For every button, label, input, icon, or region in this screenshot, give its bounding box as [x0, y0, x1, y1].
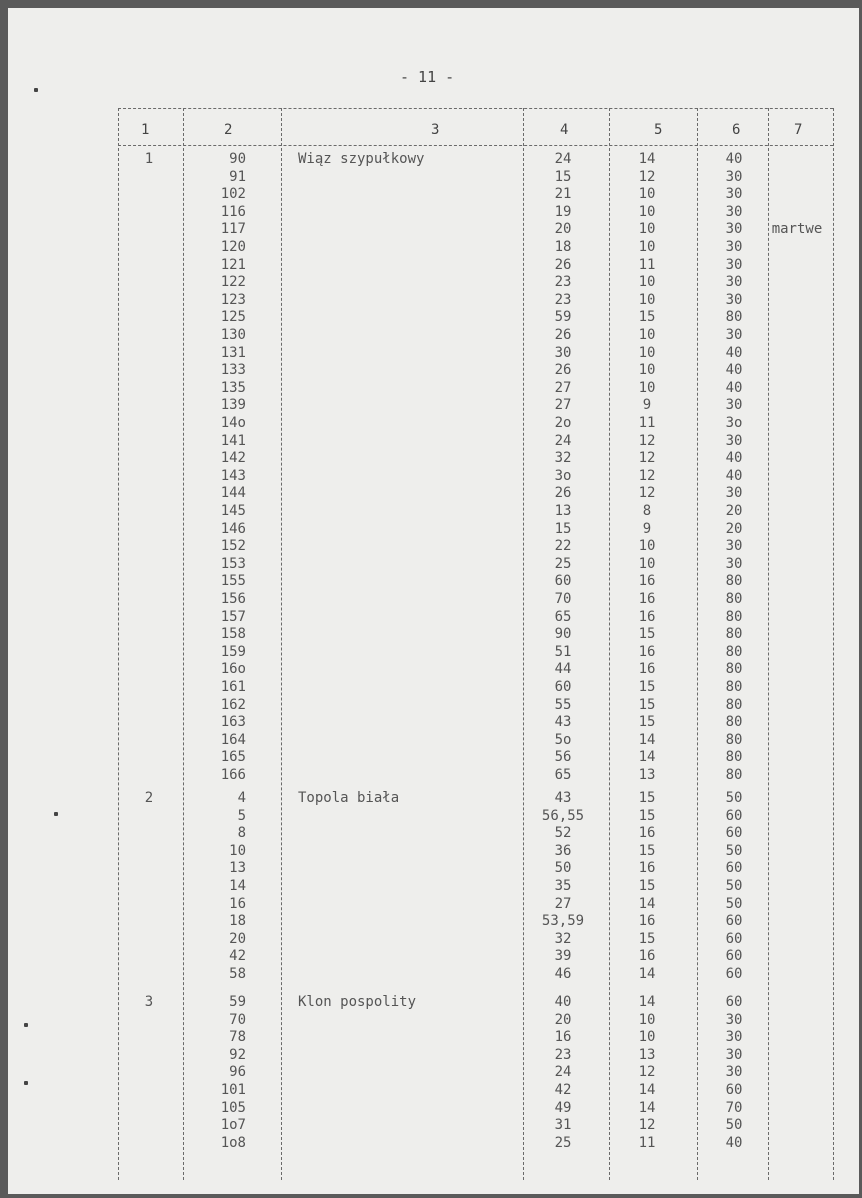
cell-col2: 141 — [220, 432, 246, 449]
column-header: 4 — [560, 122, 569, 138]
cell-col4: 26 — [554, 362, 572, 379]
cell-col2: 58 — [229, 966, 246, 982]
cell-col6: 80 — [725, 661, 743, 678]
cell-col3: Topola biała — [298, 790, 400, 806]
cell-col5: 12 — [638, 1117, 656, 1134]
cell-col2: 157 — [220, 608, 246, 625]
cell-col4: 59 — [554, 309, 572, 326]
cell-col1: 1 — [144, 151, 154, 167]
cell-col5: 12 — [638, 485, 656, 502]
cell-col2: 117 — [220, 221, 246, 238]
cell-col6: 60 — [725, 807, 743, 824]
cell-col6: 30 — [725, 221, 743, 238]
cell-col6: 80 — [725, 573, 743, 590]
cell-col4: 25 — [554, 555, 572, 572]
cell-col6: 80 — [725, 309, 743, 326]
cell-col4: 53,59 — [541, 913, 585, 930]
cell-col6: 80 — [725, 714, 743, 731]
cell-col6: 50 — [725, 895, 743, 912]
column-header: 3 — [431, 122, 440, 138]
cell-col4: 15 — [554, 520, 572, 537]
cell-col4: 32 — [554, 450, 572, 467]
cell-col5: 16 — [638, 913, 656, 930]
cell-col2: 153 — [220, 555, 246, 572]
cell-col5: 10 — [638, 1011, 656, 1028]
cell-col5: 10 — [638, 379, 656, 396]
cell-col3: Wiąz szypułkowy — [298, 151, 425, 167]
cell-col6: 30 — [725, 1011, 743, 1028]
cell-col2: 142 — [220, 450, 246, 467]
cell-col4: 70 — [554, 591, 572, 607]
cell-col5: 14 — [638, 731, 656, 748]
cell-col6: 3o — [725, 415, 743, 431]
cell-col4: 23 — [554, 1046, 572, 1063]
cell-col6: 50 — [725, 1117, 743, 1134]
cell-col4: 26 — [554, 485, 572, 502]
cell-col6: 60 — [725, 860, 743, 877]
cell-col4: 60 — [554, 573, 572, 590]
cell-col4: 50 — [554, 860, 572, 877]
cell-col2: 121 — [220, 256, 246, 273]
cell-col5: 15 — [638, 842, 656, 859]
cell-col2: 5 — [237, 807, 246, 824]
cell-col4: 44 — [554, 661, 572, 678]
cell-col6: 60 — [725, 1082, 743, 1098]
cell-col6: 30 — [725, 538, 743, 555]
cell-col2: 16 — [229, 895, 246, 912]
cell-col5: 15 — [638, 790, 656, 806]
cell-col2: 144 — [220, 485, 246, 502]
cell-col6: 60 — [725, 994, 743, 1010]
cell-col2: 101 — [220, 1082, 246, 1098]
cell-col5: 15 — [638, 309, 656, 326]
cell-col6: 20 — [725, 520, 743, 537]
cell-col7: martwe — [771, 221, 823, 238]
cell-col6: 80 — [725, 767, 743, 783]
cell-col6: 40 — [725, 467, 743, 484]
cell-col5: 15 — [638, 626, 656, 643]
cell-col4: 55 — [554, 696, 572, 713]
column-divider — [183, 108, 184, 1180]
cell-col4: 20 — [554, 1011, 572, 1028]
cell-col4: 24 — [554, 1064, 572, 1081]
cell-col2: 1o8 — [220, 1134, 246, 1151]
cell-col4: 23 — [554, 274, 572, 291]
cell-col5: 16 — [638, 860, 656, 877]
column-header: 7 — [794, 122, 803, 138]
cell-col6: 80 — [725, 643, 743, 660]
cell-col4: 5o — [554, 731, 572, 748]
cell-col5: 12 — [638, 1064, 656, 1081]
cell-col4: 46 — [554, 966, 572, 982]
cell-col4: 27 — [554, 397, 572, 414]
cell-col4: 27 — [554, 379, 572, 396]
cell-col4: 19 — [554, 203, 572, 220]
cell-col2: 130 — [220, 327, 246, 343]
cell-col6: 40 — [725, 151, 743, 167]
cell-col6: 30 — [725, 274, 743, 291]
cell-col5: 12 — [638, 450, 656, 467]
cell-col6: 30 — [725, 432, 743, 449]
cell-col5: 10 — [638, 555, 656, 572]
column-divider — [697, 108, 698, 1180]
cell-col2: 146 — [220, 520, 246, 537]
cell-col2: 10 — [229, 842, 246, 859]
column-divider — [118, 108, 119, 1180]
cell-col2: 92 — [229, 1046, 246, 1063]
cell-col2: 165 — [220, 749, 246, 766]
cell-col2: 90 — [229, 151, 246, 167]
cell-col2: 91 — [229, 168, 246, 185]
cell-col6: 60 — [725, 825, 743, 842]
cell-col5: 15 — [638, 807, 656, 824]
cell-col6: 80 — [725, 749, 743, 766]
cell-col4: 2o — [554, 415, 572, 431]
cell-col2: 135 — [220, 379, 246, 396]
cell-col5: 12 — [638, 432, 656, 449]
cell-col6: 70 — [725, 1099, 743, 1116]
cell-col4: 40 — [554, 994, 572, 1010]
cell-col5: 16 — [638, 825, 656, 842]
cell-col2: 152 — [220, 538, 246, 555]
cell-col6: 30 — [725, 186, 743, 203]
cell-col5: 9 — [642, 397, 652, 414]
cell-col4: 26 — [554, 327, 572, 343]
cell-col5: 14 — [638, 966, 656, 982]
cell-col5: 16 — [638, 948, 656, 965]
cell-col5: 14 — [638, 1099, 656, 1116]
cell-col4: 43 — [554, 790, 572, 806]
cell-col4: 31 — [554, 1117, 572, 1134]
cell-col2: 122 — [220, 274, 246, 291]
cell-col5: 10 — [638, 221, 656, 238]
cell-col2: 13 — [229, 860, 246, 877]
cell-col4: 24 — [554, 432, 572, 449]
cell-col4: 30 — [554, 344, 572, 361]
cell-col5: 15 — [638, 679, 656, 695]
cell-col2: 18 — [229, 913, 246, 930]
cell-col4: 23 — [554, 291, 572, 308]
cell-col4: 65 — [554, 608, 572, 625]
cell-col2: 105 — [220, 1099, 246, 1116]
cell-col5: 10 — [638, 327, 656, 343]
cell-col5: 10 — [638, 538, 656, 555]
cell-col2: 1o7 — [220, 1117, 246, 1134]
cell-col5: 15 — [638, 878, 656, 894]
cell-col4: 27 — [554, 895, 572, 912]
cell-col2: 162 — [220, 696, 246, 713]
cell-col2: 20 — [229, 930, 246, 947]
cell-col6: 30 — [725, 327, 743, 343]
cell-col5: 14 — [638, 151, 656, 167]
cell-col6: 80 — [725, 679, 743, 695]
cell-col5: 10 — [638, 239, 656, 255]
cell-col5: 12 — [638, 168, 656, 185]
cell-col4: 65 — [554, 767, 572, 783]
punch-mark — [24, 1023, 28, 1027]
cell-col6: 80 — [725, 626, 743, 643]
cell-col5: 10 — [638, 1029, 656, 1046]
cell-col6: 80 — [725, 696, 743, 713]
cell-col5: 14 — [638, 895, 656, 912]
cell-col6: 30 — [725, 203, 743, 220]
cell-col6: 30 — [725, 239, 743, 255]
cell-col6: 30 — [725, 485, 743, 502]
cell-col5: 8 — [642, 503, 652, 519]
cell-col2: 96 — [229, 1064, 246, 1081]
column-header: 6 — [732, 122, 741, 138]
cell-col4: 25 — [554, 1134, 572, 1151]
cell-col5: 16 — [638, 661, 656, 678]
column-divider — [768, 108, 769, 1180]
cell-col5: 16 — [638, 608, 656, 625]
cell-col6: 30 — [725, 397, 743, 414]
cell-col2: 145 — [220, 503, 246, 519]
cell-col4: 22 — [554, 538, 572, 555]
cell-col2: 14o — [220, 415, 246, 431]
cell-col5: 14 — [638, 749, 656, 766]
cell-col6: 40 — [725, 362, 743, 379]
cell-col4: 20 — [554, 221, 572, 238]
cell-col3: Klon pospolity — [298, 994, 417, 1010]
cell-col4: 18 — [554, 239, 572, 255]
cell-col6: 30 — [725, 291, 743, 308]
cell-col4: 35 — [554, 878, 572, 894]
cell-col6: 30 — [725, 1029, 743, 1046]
cell-col6: 60 — [725, 913, 743, 930]
cell-col2: 78 — [229, 1029, 246, 1046]
cell-col4: 21 — [554, 186, 572, 203]
cell-col1: 2 — [144, 790, 154, 806]
punch-mark — [54, 812, 58, 816]
cell-col4: 42 — [554, 1082, 572, 1098]
cell-col2: 125 — [220, 309, 246, 326]
cell-col6: 40 — [725, 450, 743, 467]
cell-col5: 16 — [638, 573, 656, 590]
cell-col4: 24 — [554, 151, 572, 167]
cell-col5: 10 — [638, 274, 656, 291]
cell-col2: 163 — [220, 714, 246, 731]
cell-col2: 156 — [220, 591, 246, 607]
cell-col4: 56 — [554, 749, 572, 766]
column-header: 5 — [654, 122, 663, 138]
cell-col6: 60 — [725, 930, 743, 947]
cell-col5: 12 — [638, 467, 656, 484]
cell-col6: 60 — [725, 966, 743, 982]
cell-col6: 80 — [725, 608, 743, 625]
cell-col6: 80 — [725, 591, 743, 607]
cell-col5: 9 — [642, 520, 652, 537]
column-header: 2 — [224, 122, 233, 138]
cell-col6: 50 — [725, 878, 743, 894]
cell-col2: 102 — [220, 186, 246, 203]
cell-col5: 10 — [638, 186, 656, 203]
column-divider — [833, 108, 834, 1180]
cell-col1: 3 — [144, 994, 154, 1010]
cell-col6: 30 — [725, 1064, 743, 1081]
cell-col2: 16o — [220, 661, 246, 678]
cell-col2: 42 — [229, 948, 246, 965]
cell-col2: 164 — [220, 731, 246, 748]
cell-col2: 14 — [229, 878, 246, 894]
cell-col2: 143 — [220, 467, 246, 484]
cell-col4: 39 — [554, 948, 572, 965]
cell-col4: 49 — [554, 1099, 572, 1116]
cell-col2: 116 — [220, 203, 246, 220]
cell-col4: 15 — [554, 168, 572, 185]
cell-col5: 15 — [638, 930, 656, 947]
punch-mark — [34, 88, 38, 92]
cell-col2: 123 — [220, 291, 246, 308]
cell-col5: 10 — [638, 344, 656, 361]
cell-col4: 16 — [554, 1029, 572, 1046]
cell-col5: 11 — [638, 256, 656, 273]
cell-col5: 14 — [638, 994, 656, 1010]
cell-col2: 166 — [220, 767, 246, 783]
cell-col5: 15 — [638, 696, 656, 713]
cell-col4: 51 — [554, 643, 572, 660]
cell-col6: 40 — [725, 379, 743, 396]
cell-col2: 133 — [220, 362, 246, 379]
cell-col4: 60 — [554, 679, 572, 695]
cell-col4: 56,55 — [541, 807, 585, 824]
cell-col2: 59 — [229, 994, 246, 1010]
cell-col2: 120 — [220, 239, 246, 255]
cell-col6: 60 — [725, 948, 743, 965]
document-page — [8, 8, 859, 1194]
column-divider — [523, 108, 524, 1180]
cell-col2: 4 — [237, 790, 246, 806]
cell-col4: 32 — [554, 930, 572, 947]
cell-col4: 36 — [554, 842, 572, 859]
cell-col6: 50 — [725, 842, 743, 859]
page-number: - 11 - — [400, 68, 455, 86]
cell-col5: 16 — [638, 643, 656, 660]
cell-col5: 10 — [638, 291, 656, 308]
cell-col6: 30 — [725, 256, 743, 273]
cell-col5: 13 — [638, 767, 656, 783]
cell-col5: 14 — [638, 1082, 656, 1098]
cell-col5: 10 — [638, 203, 656, 220]
column-divider — [609, 108, 610, 1180]
cell-col6: 50 — [725, 790, 743, 806]
cell-col2: 139 — [220, 397, 246, 414]
cell-col2: 131 — [220, 344, 246, 361]
cell-col4: 43 — [554, 714, 572, 731]
cell-col6: 20 — [725, 503, 743, 519]
cell-col4: 26 — [554, 256, 572, 273]
cell-col4: 90 — [554, 626, 572, 643]
cell-col5: 16 — [638, 591, 656, 607]
cell-col2: 70 — [229, 1011, 246, 1028]
cell-col5: 13 — [638, 1046, 656, 1063]
cell-col6: 40 — [725, 344, 743, 361]
cell-col5: 15 — [638, 714, 656, 731]
cell-col4: 52 — [554, 825, 572, 842]
cell-col5: 11 — [638, 1134, 656, 1151]
punch-mark — [24, 1081, 28, 1085]
cell-col5: 10 — [638, 362, 656, 379]
cell-col6: 30 — [725, 168, 743, 185]
cell-col4: 13 — [554, 503, 572, 519]
cell-col2: 8 — [237, 825, 246, 842]
cell-col5: 11 — [638, 415, 656, 431]
cell-col6: 80 — [725, 731, 743, 748]
cell-col6: 40 — [725, 1134, 743, 1151]
cell-col2: 155 — [220, 573, 246, 590]
cell-col6: 30 — [725, 1046, 743, 1063]
cell-col2: 158 — [220, 626, 246, 643]
header-rule — [118, 145, 833, 146]
table-top-rule — [118, 108, 833, 109]
cell-col2: 161 — [220, 679, 246, 695]
cell-col4: 3o — [554, 467, 572, 484]
column-header: 1 — [141, 122, 150, 138]
column-divider — [281, 108, 282, 1180]
cell-col6: 30 — [725, 555, 743, 572]
cell-col2: 159 — [220, 643, 246, 660]
